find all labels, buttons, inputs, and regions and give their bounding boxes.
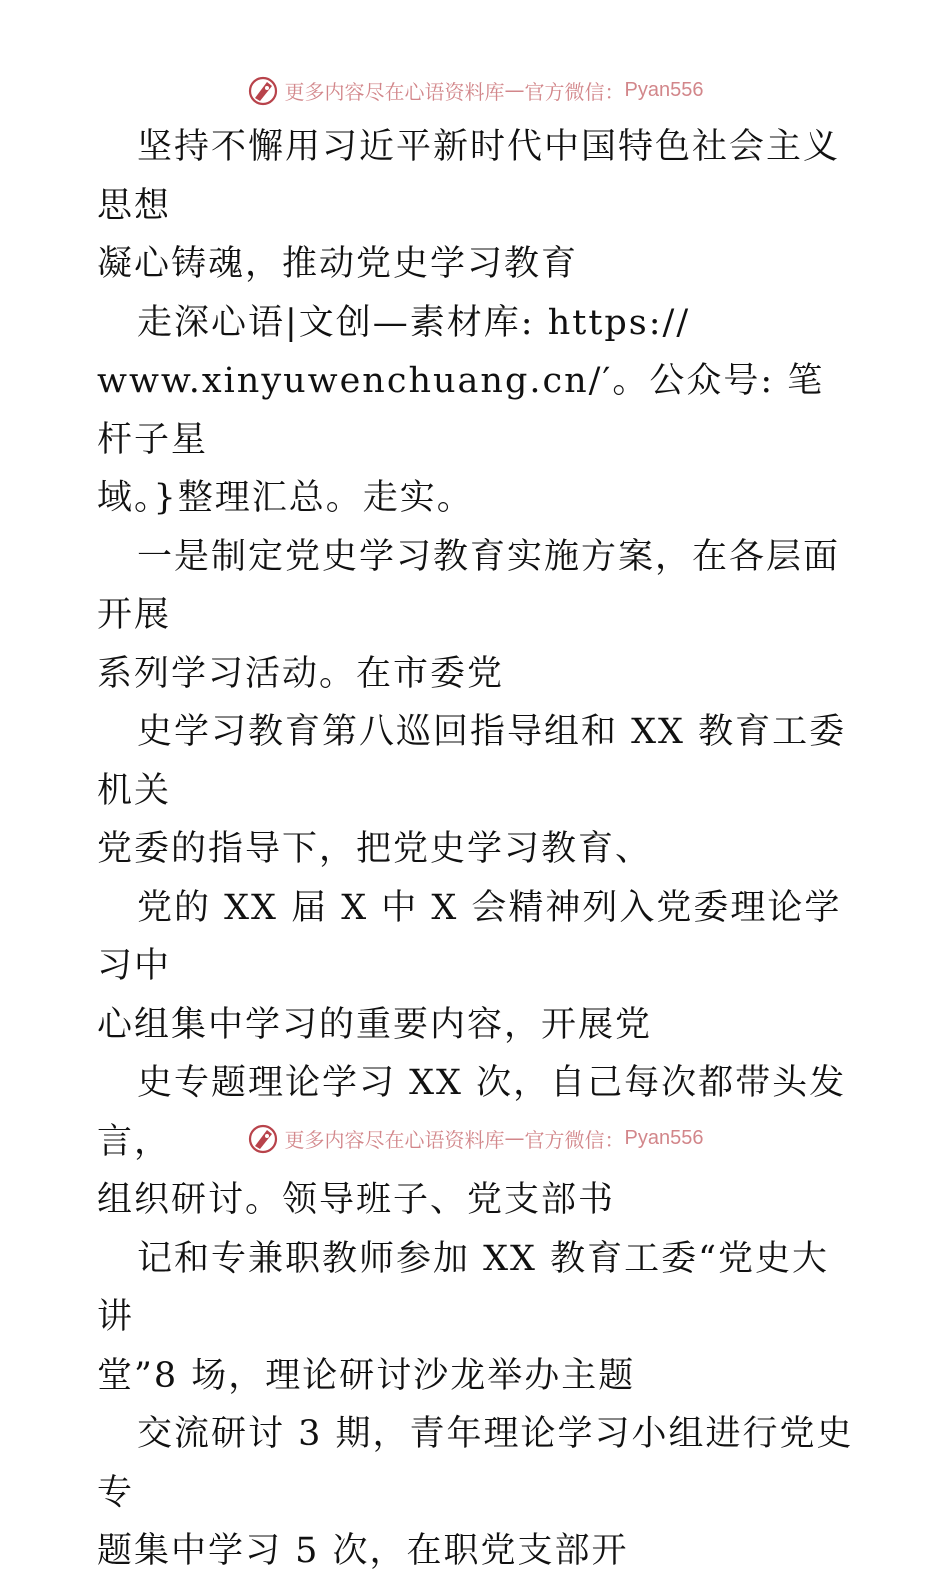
watermark-wechat-id: Pyan556 [624,1126,704,1149]
text-line: 坚持不懈用习近平新时代中国特色社会主义思想 [97,127,841,226]
text-line: 心组集中学习的重要内容，开展党 [97,1004,653,1045]
header-watermark [0,70,950,110]
watermark-dash: — [504,78,525,102]
paragraph [97,1405,857,1581]
fountain-pen-nib-icon [247,74,279,106]
paragraph [97,294,857,528]
fountain-pen-nib-icon [247,1122,279,1154]
text-line: 交流研讨 3 期，青年理论学习小组进行党史专 [97,1414,854,1513]
text-line: 走深心语|文创—素材库: https:// [137,302,691,343]
watermark-main-text: 更多内容尽在心语资料库 [284,79,505,104]
paragraph [97,118,857,294]
watermark-wechat-id: Pyan556 [624,78,704,101]
text-line: 记和专兼职教师参加 XX 教育工委“党史大讲 [97,1238,829,1337]
paragraph [97,703,857,879]
text-line: 凝心铸魂，推动党史学习教育 [97,244,579,284]
watermark-main-text: 更多内容尽在心语资料库 [284,1127,505,1152]
watermark-dash: — [504,1126,525,1150]
text-line: 题集中学习 5 次，在职党支部开 [97,1531,629,1571]
text-line: 史专题理论学习 XX 次，自己每次都带头发言， [97,1063,847,1162]
text-line: 堂”8 场，理论研讨沙龙举办主题 [97,1355,636,1396]
text-line: 史学习教育第八巡回指导组和 XX 教育工委机关 [97,712,847,811]
text-line: 一是制定党史学习教育实施方案，在各层面开展 [97,536,841,635]
text-line: 组织研讨。领导班子、党支部书 [97,1180,616,1220]
text-line: 系列学习活动。在市委党 [97,653,505,694]
paragraph [97,1230,857,1406]
document-body [97,118,857,1581]
text-line: www.xinyuwenchuang.cn/′。公众号: 笔杆子星 [97,361,825,460]
watermark-official-label: 官方微信： [524,1127,625,1152]
footer-watermark [0,1118,950,1158]
text-line: 域。}整理汇总。走实。 [97,478,474,518]
text-line: 党委的指导下，把党史学习教育、 [97,829,653,869]
watermark-official-label: 官方微信： [524,79,625,104]
text-line: 党的 XX 届 X 中 X 会精神列入党委理论学习中 [97,887,842,986]
paragraph [97,879,857,1055]
paragraph [97,528,857,704]
